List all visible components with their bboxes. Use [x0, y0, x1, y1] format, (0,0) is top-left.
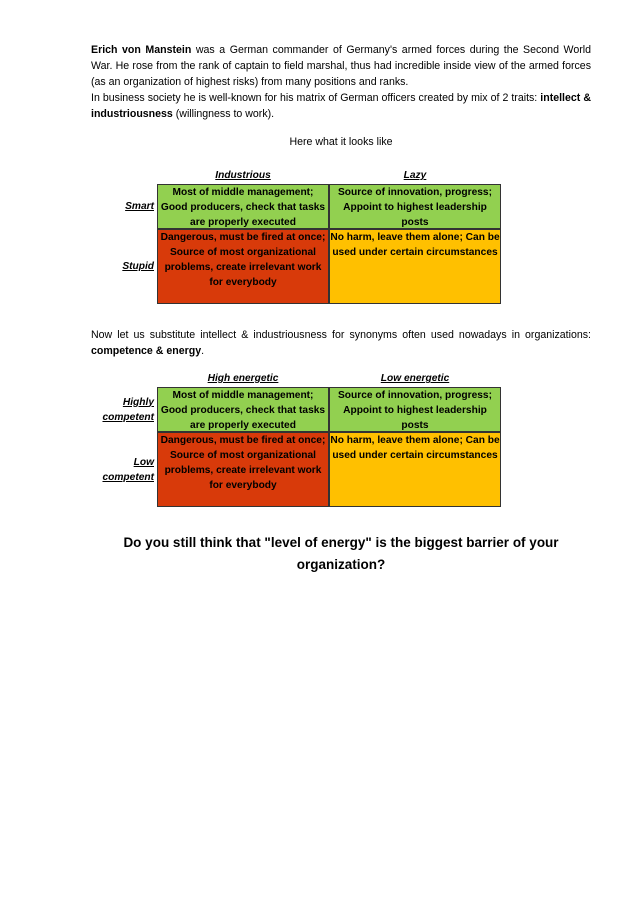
matrix-2-col-high-energetic: High energetic	[207, 373, 279, 384]
traits-paragraph	[91, 90, 591, 122]
matrix-1-row-smart: Smart	[125, 201, 154, 212]
traits-bold: intellect & industriousness	[91, 92, 591, 120]
matrix-1-cell-stupid-lazy: No harm, leave them alone; Can be used under certain circumstances	[329, 229, 501, 304]
matrix-2	[91, 372, 501, 507]
matrix-1-corner	[91, 169, 157, 184]
subtitle: Here what it looks like	[289, 136, 393, 148]
matrix-2-cell-low-low: No harm, leave them alone; Can be used under certain circumstances	[329, 432, 501, 507]
substitute-text: Now let us substitute intellect & industriousness for synonyms often used nowadays in organizations:	[91, 329, 591, 341]
closing-question: Do you still think that "level of energy" is the biggest barrier of your organization?	[123, 535, 559, 572]
matrix-2-row-low-competent: Low competent	[102, 456, 154, 483]
matrix-2-corner	[91, 372, 157, 387]
substitute-bold: competence & energy	[91, 345, 202, 357]
matrix-2-row-highly-competent: Highly competent	[102, 396, 154, 423]
matrix-1-row-stupid: Stupid	[122, 261, 154, 272]
intro-paragraph	[91, 42, 591, 90]
substitute-paragraph	[91, 327, 591, 359]
matrix-1-cell-smart-lazy: Source of innovation, progress; Appoint to highest leadership posts	[329, 184, 501, 229]
manstein-name: Erich von Manstein	[91, 44, 192, 56]
traits-end: (willingness to work).	[172, 108, 275, 120]
traits-text: In business society he is well-known for his matrix of German officers created by mix of 2 traits:	[91, 92, 541, 104]
document-page	[91, 42, 591, 148]
matrix-1-col-lazy: Lazy	[403, 170, 427, 181]
intro-text: was a German commander of Germany's armed forces during the Second World War. He rose from the rank of captain to field marshal, thus had incredible inside view of the armed forces (as an organization of highest risks) from many positions and ranks.	[91, 44, 591, 88]
matrix-2-col-low-energetic: Low energetic	[380, 373, 450, 384]
substitute-end: .	[201, 345, 205, 357]
matrix-1-col-industrious: Industrious	[215, 170, 271, 181]
matrix-1	[91, 169, 501, 304]
matrix-2-cell-high-high: Most of middle management; Good producers, check that tasks are properly executed	[157, 387, 329, 432]
matrix-2-cell-low-high: Dangerous, must be fired at once; Source of most organizational problems, create irrelevant work for everybody	[157, 432, 329, 507]
matrix-2-cell-high-low: Source of innovation, progress; Appoint to highest leadership posts	[329, 387, 501, 432]
matrix-1-cell-stupid-industrious: Dangerous, must be fired at once; Source of most organizational problems, create irrelevant work for everybody	[157, 229, 329, 304]
substitute-block	[91, 327, 591, 359]
matrix-1-cell-smart-industrious: Most of middle management; Good producers, check that tasks are properly executed	[157, 184, 329, 229]
